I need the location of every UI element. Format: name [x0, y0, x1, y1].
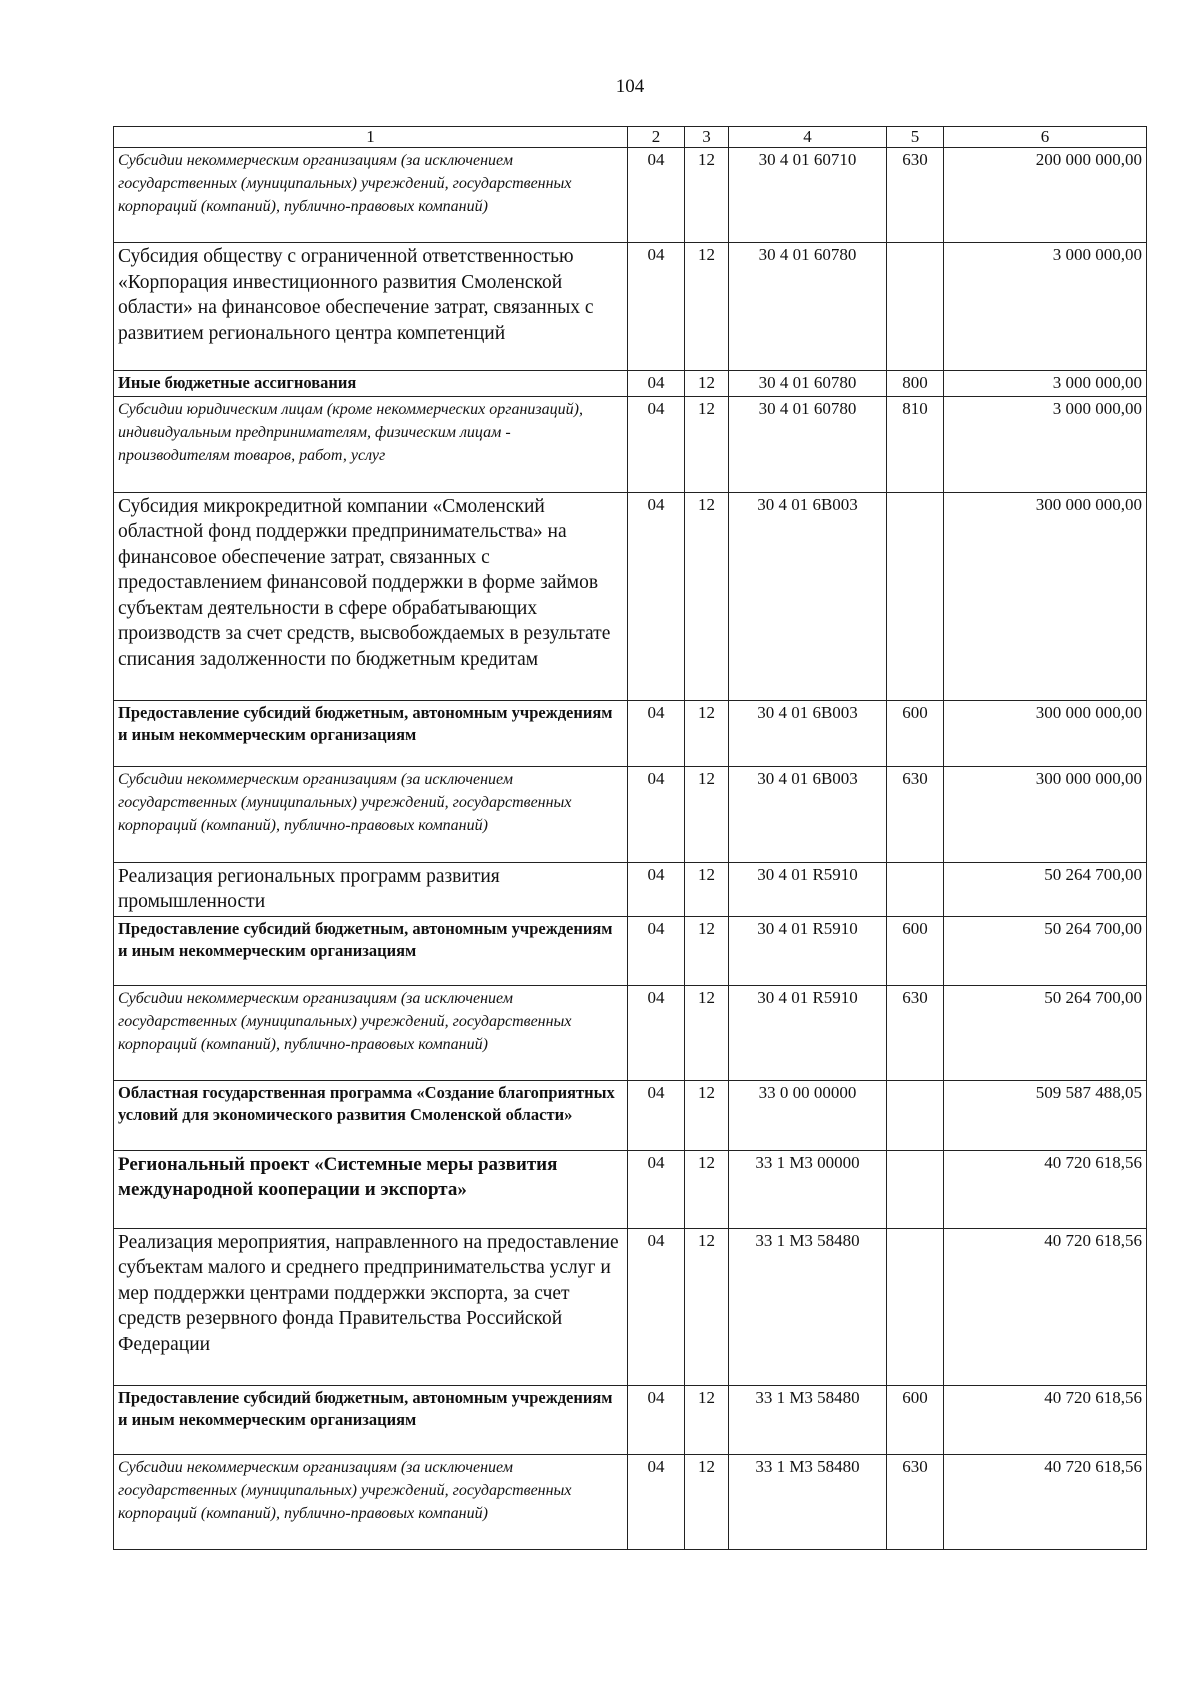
cell-amount: 300 000 000,00 — [944, 700, 1147, 766]
cell-expense-type: 630 — [887, 766, 944, 862]
cell-amount: 40 720 618,56 — [944, 1385, 1147, 1454]
cell-target-article: 33 1 М3 58480 — [729, 1454, 887, 1549]
cell-expense-type — [887, 492, 944, 700]
cell-section: 04 — [628, 766, 685, 862]
cell-subsection: 12 — [685, 371, 729, 397]
table-row — [114, 1150, 1147, 1228]
cell-name: Областная государственная программа «Создание благоприятных условий для экономического развития Смоленской области» — [114, 1080, 628, 1150]
cell-section: 04 — [628, 1385, 685, 1454]
cell-section: 04 — [628, 985, 685, 1080]
table-row — [114, 1080, 1147, 1150]
cell-section: 04 — [628, 700, 685, 766]
cell-expense-type: 600 — [887, 700, 944, 766]
page-number: 104 — [615, 76, 645, 97]
cell-name: Субсидии некоммерческим организациям (за исключением государственных (муниципальных) учреждений, государственных корпораций (компаний), публично-правовых компаний) — [114, 1454, 628, 1549]
cell-section: 04 — [628, 1454, 685, 1549]
cell-target-article: 33 0 00 00000 — [729, 1080, 887, 1150]
cell-section: 04 — [628, 862, 685, 916]
cell-name: Субсидии некоммерческим организациям (за исключением государственных (муниципальных) учреждений, государственных корпораций (компаний), публично-правовых компаний) — [114, 766, 628, 862]
cell-amount: 50 264 700,00 — [944, 862, 1147, 916]
cell-section: 04 — [628, 1150, 685, 1228]
cell-name: Предоставление субсидий бюджетным, автономным учреждениям и иным некоммерческим организациям — [114, 916, 628, 985]
table-header-row — [114, 127, 1147, 148]
cell-name: Иные бюджетные ассигнования — [114, 371, 628, 397]
cell-subsection: 12 — [685, 1228, 729, 1385]
cell-name: Реализация региональных программ развития промышленности — [114, 862, 628, 916]
cell-subsection: 12 — [685, 148, 729, 243]
cell-subsection: 12 — [685, 243, 729, 371]
cell-subsection: 12 — [685, 985, 729, 1080]
cell-name: Субсидии некоммерческим организациям (за исключением государственных (муниципальных) учреждений, государственных корпораций (компаний), публично-правовых компаний) — [114, 985, 628, 1080]
table-row — [114, 1385, 1147, 1454]
cell-name: Субсидия обществу с ограниченной ответственностью «Корпорация инвестиционного развития Смоленской области» на финансовое обеспечение затрат, связанных с развитием регионального центра компетенций — [114, 243, 628, 371]
cell-expense-type — [887, 1080, 944, 1150]
cell-section: 04 — [628, 916, 685, 985]
header-col-6: 6 — [944, 127, 1147, 148]
cell-target-article: 33 1 М3 58480 — [729, 1228, 887, 1385]
table-row — [114, 916, 1147, 985]
cell-expense-type: 810 — [887, 396, 944, 492]
cell-amount: 40 720 618,56 — [944, 1228, 1147, 1385]
cell-name: Предоставление субсидий бюджетным, автономным учреждениям и иным некоммерческим организациям — [114, 1385, 628, 1454]
cell-subsection: 12 — [685, 916, 729, 985]
cell-expense-type — [887, 1150, 944, 1228]
cell-section: 04 — [628, 371, 685, 397]
cell-name: Реализация мероприятия, направленного на предоставление субъектам малого и среднего предпринимательства услуг и мер поддержки центрами поддержки экспорта, за счет средств резервного фонда Правительства Российской Федерации — [114, 1228, 628, 1385]
cell-target-article: 33 1 М3 58480 — [729, 1385, 887, 1454]
cell-name: Субсидии юридическим лицам (кроме некоммерческих организаций), индивидуальным предпринимателям, физическим лицам - производителям товаров, работ, услуг — [114, 396, 628, 492]
cell-amount: 50 264 700,00 — [944, 916, 1147, 985]
cell-expense-type — [887, 243, 944, 371]
cell-target-article: 30 4 01 6В003 — [729, 700, 887, 766]
cell-target-article: 30 4 01 R5910 — [729, 916, 887, 985]
cell-target-article: 30 4 01 R5910 — [729, 985, 887, 1080]
cell-target-article: 30 4 01 60780 — [729, 243, 887, 371]
cell-target-article: 30 4 01 60710 — [729, 148, 887, 243]
cell-amount: 509 587 488,05 — [944, 1080, 1147, 1150]
cell-subsection: 12 — [685, 396, 729, 492]
cell-expense-type: 630 — [887, 1454, 944, 1549]
cell-amount: 3 000 000,00 — [944, 243, 1147, 371]
cell-amount: 3 000 000,00 — [944, 371, 1147, 397]
cell-expense-type: 600 — [887, 1385, 944, 1454]
cell-expense-type: 600 — [887, 916, 944, 985]
header-col-2: 2 — [628, 127, 685, 148]
cell-target-article: 30 4 01 60780 — [729, 371, 887, 397]
cell-amount: 40 720 618,56 — [944, 1454, 1147, 1549]
cell-target-article: 33 1 М3 00000 — [729, 1150, 887, 1228]
cell-expense-type — [887, 862, 944, 916]
table-row — [114, 492, 1147, 700]
table-row — [114, 1454, 1147, 1549]
cell-name: Субсидии некоммерческим организациям (за исключением государственных (муниципальных) учреждений, государственных корпораций (компаний), публично-правовых компаний) — [114, 148, 628, 243]
cell-name: Субсидия микрокредитной компании «Смоленский областной фонд поддержки предпринимательства» на финансовое обеспечение затрат, связанных с предоставлением финансовой поддержки в форме займов субъектам деятельности в сфере обрабатывающих производств за счет средств, высвобождаемых в результате списания задолженности по бюджетным кредитам — [114, 492, 628, 700]
table-row — [114, 985, 1147, 1080]
header-col-3: 3 — [685, 127, 729, 148]
cell-name: Предоставление субсидий бюджетным, автономным учреждениям и иным некоммерческим организациям — [114, 700, 628, 766]
cell-section: 04 — [628, 1228, 685, 1385]
cell-name: Региональный проект «Системные меры развития международной кооперации и экспорта» — [114, 1150, 628, 1228]
cell-target-article: 30 4 01 R5910 — [729, 862, 887, 916]
cell-subsection: 12 — [685, 1454, 729, 1549]
cell-target-article: 30 4 01 6В003 — [729, 766, 887, 862]
cell-subsection: 12 — [685, 700, 729, 766]
cell-section: 04 — [628, 243, 685, 371]
cell-amount: 50 264 700,00 — [944, 985, 1147, 1080]
table-row — [114, 700, 1147, 766]
cell-subsection: 12 — [685, 1080, 729, 1150]
cell-amount: 200 000 000,00 — [944, 148, 1147, 243]
header-col-1: 1 — [114, 127, 628, 148]
table-row — [114, 396, 1147, 492]
table-row — [114, 243, 1147, 371]
cell-amount: 300 000 000,00 — [944, 766, 1147, 862]
header-col-4: 4 — [729, 127, 887, 148]
table-row — [114, 862, 1147, 916]
cell-subsection: 12 — [685, 492, 729, 700]
budget-table — [113, 126, 1147, 1550]
cell-section: 04 — [628, 492, 685, 700]
cell-target-article: 30 4 01 6В003 — [729, 492, 887, 700]
cell-subsection: 12 — [685, 766, 729, 862]
cell-amount: 3 000 000,00 — [944, 396, 1147, 492]
cell-section: 04 — [628, 396, 685, 492]
header-col-5: 5 — [887, 127, 944, 148]
cell-subsection: 12 — [685, 1385, 729, 1454]
cell-section: 04 — [628, 148, 685, 243]
cell-amount: 40 720 618,56 — [944, 1150, 1147, 1228]
cell-subsection: 12 — [685, 862, 729, 916]
cell-expense-type: 630 — [887, 148, 944, 243]
cell-expense-type: 630 — [887, 985, 944, 1080]
cell-amount: 300 000 000,00 — [944, 492, 1147, 700]
table-row — [114, 1228, 1147, 1385]
cell-section: 04 — [628, 1080, 685, 1150]
cell-subsection: 12 — [685, 1150, 729, 1228]
table-row — [114, 148, 1147, 243]
table-row — [114, 371, 1147, 397]
cell-expense-type: 800 — [887, 371, 944, 397]
cell-expense-type — [887, 1228, 944, 1385]
table-row — [114, 766, 1147, 862]
cell-target-article: 30 4 01 60780 — [729, 396, 887, 492]
